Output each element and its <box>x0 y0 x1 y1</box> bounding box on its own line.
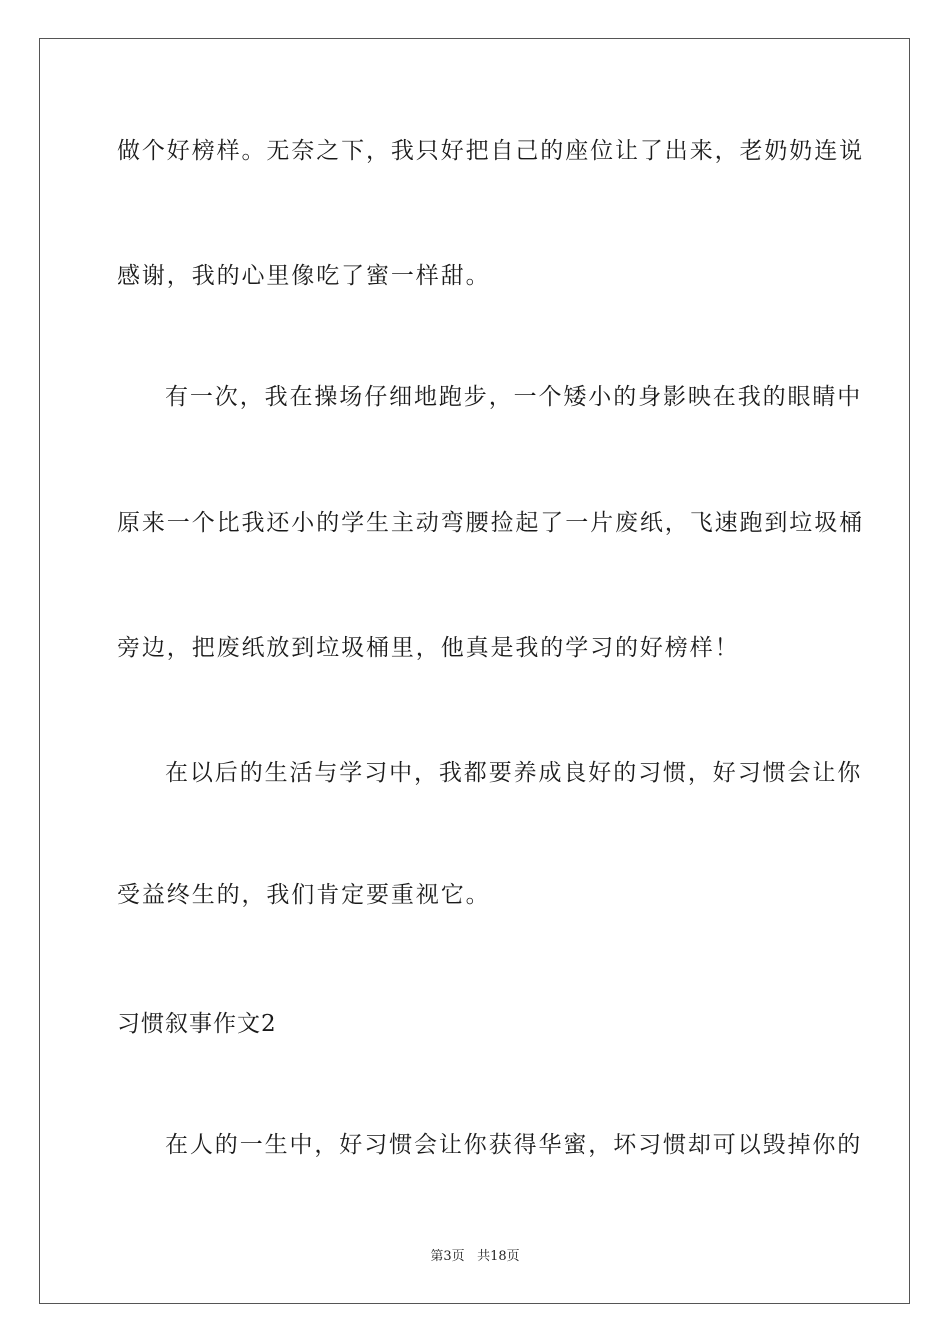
text-line: 做个好榜样。无奈之下，我只好把自己的座位让了出来，老奶奶连说 <box>117 138 864 164</box>
text-line: 旁边，把废纸放到垃圾桶里，他真是我的学习的好榜样！ <box>117 635 740 661</box>
text-line: 在人的一生中，好习惯会让你获得华蜜，坏习惯却可以毁掉你的 <box>165 1132 863 1158</box>
text-line: 有一次，我在操场仔细地跑步，一个矮小的身影映在我的眼睛中 <box>165 384 863 410</box>
text-line: 受益终生的，我们肯定要重视它。 <box>117 882 491 908</box>
text-line: 在以后的生活与学习中，我都要养成良好的习惯，好习惯会让你 <box>165 760 863 786</box>
page-number: 第3页 <box>430 1249 465 1264</box>
page-frame <box>39 38 910 1304</box>
section-heading: 习惯叙事作文2 <box>117 1011 277 1037</box>
page-total: 共18页 <box>477 1249 520 1264</box>
page-footer <box>0 1248 950 1266</box>
text-line: 原来一个比我还小的学生主动弯腰捡起了一片废纸，飞速跑到垃圾桶 <box>117 510 864 536</box>
text-line: 感谢，我的心里像吃了蜜一样甜。 <box>117 263 491 289</box>
